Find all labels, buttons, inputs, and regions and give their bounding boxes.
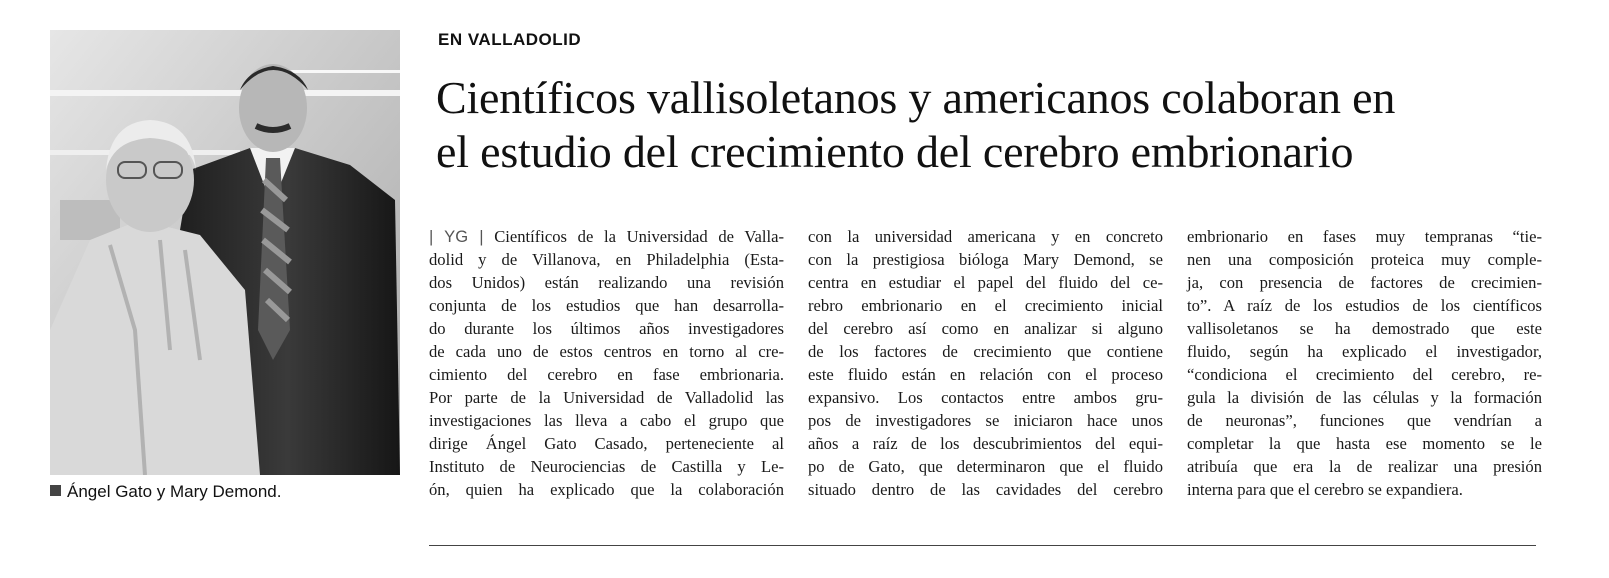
article-line: centra en estudiar el papel del fluido del ce- (808, 273, 1163, 292)
article-line: este fluido están en relación con el proceso (808, 365, 1163, 384)
article-line: “condiciona el crecimiento del cerebro, re- (1187, 365, 1542, 384)
article-line: atribuía que era la de realizar una presión (1187, 457, 1542, 476)
article-line: interna para que el cerebro se expandiera. (1187, 480, 1463, 499)
article-line: completar la que hasta ese momento se le (1187, 434, 1542, 453)
headline (436, 71, 1576, 179)
photo-caption-text: Ángel Gato y Mary Demond. (67, 482, 282, 501)
article-line: de neuronas”, funciones que vendrían a (1187, 411, 1542, 430)
article-line: Instituto de Neurociencias de Castilla y Le- (429, 457, 784, 476)
photo-illustration (50, 30, 400, 475)
article-line: to”. A raíz de los estudios de los científicos (1187, 296, 1542, 315)
article-line: ón, quien ha explicado que la colaboración (429, 480, 784, 499)
article-line: de cada uno de estos centros en torno al cre- (429, 342, 784, 361)
caption-bullet-icon (50, 485, 61, 496)
article-line: dirige Ángel Gato Casado, perteneciente al (429, 434, 784, 453)
article-line: dolid y de Villanova, en Philadelphia (Esta- (429, 250, 784, 269)
article-line: dos Unidos) están realizando una revisión (429, 273, 784, 292)
article-line: gula la división de las células y la formación (1187, 388, 1542, 407)
article-line: po de Gato, que determinaron que el fluido (808, 457, 1163, 476)
article-column-1 (429, 225, 784, 501)
article-line: embrionario en fases muy tempranas “tie- (1187, 227, 1542, 246)
article-line: años a raíz de los descubrimientos del equi- (808, 434, 1163, 453)
article-photo (50, 30, 400, 475)
article-line: ja, con presencia de factores de crecimien- (1187, 273, 1542, 292)
article-line: cimiento del cerebro en fase embrionaria. (429, 365, 784, 384)
article-line: | YG | Científicos de la Universidad de Valla- (429, 227, 784, 246)
article-line: fluido, según ha explicado el investigador, (1187, 342, 1542, 361)
article-line: rebro embrionario en el crecimiento inicial (808, 296, 1163, 315)
headline-line: Científicos vallisoletanos y americanos colaboran en (436, 72, 1396, 123)
article-line: situado dentro de las cavidades del cerebro (808, 480, 1163, 499)
article-column-3 (1187, 225, 1542, 501)
section-label: EN VALLADOLID (438, 30, 582, 49)
article-line: de los factores de crecimiento que contiene (808, 342, 1163, 361)
article-line: expansivo. Los contactos entre ambos gru- (808, 388, 1163, 407)
article-line: pos de investigadores se iniciaron hace unos (808, 411, 1163, 430)
photo-caption (50, 482, 281, 502)
article-line: con la prestigiosa bióloga Mary Demond, se (808, 250, 1163, 269)
article-line: investigaciones las lleva a cabo el grupo que (429, 411, 784, 430)
article-line: del cerebro así como en analizar si alguno (808, 319, 1163, 338)
article-line: vallisoletanos se ha demostrado que este (1187, 319, 1542, 338)
article-line: con la universidad americana y en concreto (808, 227, 1163, 246)
byline: | YG | (429, 227, 484, 246)
bottom-rule (429, 545, 1536, 546)
article-line: nen una composición proteica muy comple- (1187, 250, 1542, 269)
article-line: conjunta de los estudios que han desarrolla- (429, 296, 784, 315)
article-line: Por parte de la Universidad de Valladolid las (429, 388, 784, 407)
article-column-2 (808, 225, 1163, 501)
article-line: do durante los últimos años investigadores (429, 319, 784, 338)
headline-line: el estudio del crecimiento del cerebro embrionario (436, 126, 1354, 177)
